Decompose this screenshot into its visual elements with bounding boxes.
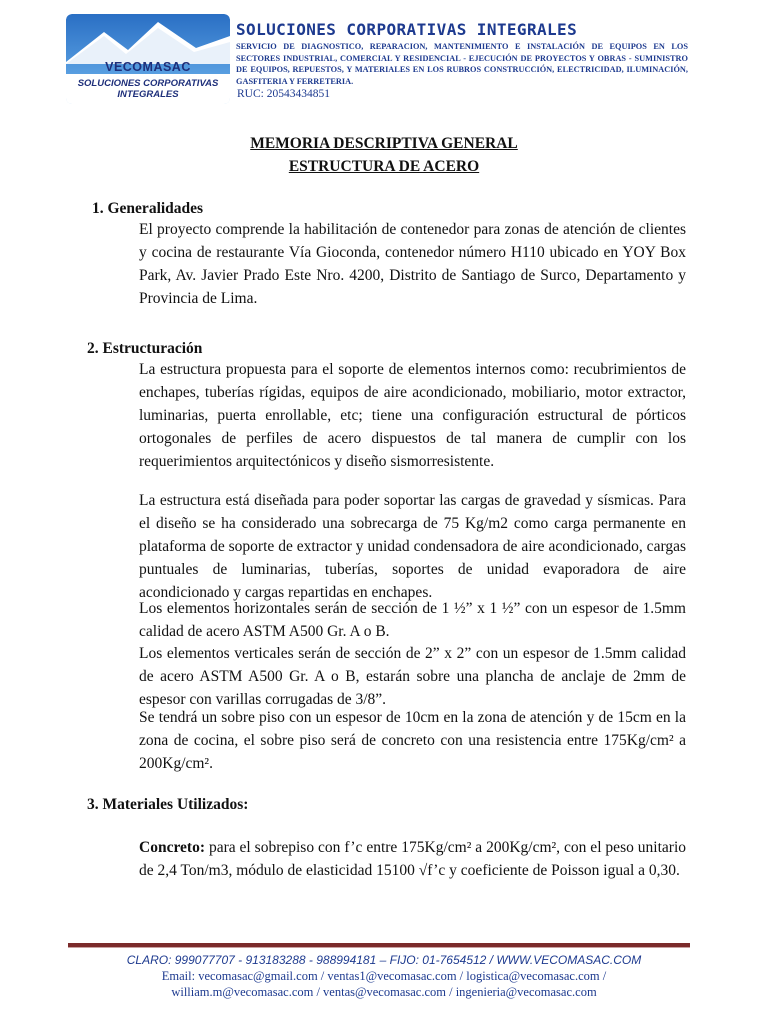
section-paragraph: La estructura está diseñada para poder soportar las cargas de gravedad y sísmicas. Para el diseño se ha considerado una sobrecarga de 75 Kg/m2 como carga permanente en plataforma de soporte de extractor y unidad condensadora de aire acondicionado, cargas puntuales de luminarias, tuberías, soportes de unidad evaporadora de aire acondicionado y cargas repartidas en enchapes.	[139, 492, 686, 601]
section-heading-estructuracion: 2. Estructuración	[87, 340, 203, 357]
logo-subtitle-line-2: INTEGRALES	[117, 89, 179, 100]
section-heading-materiales: 3. Materiales Utilizados:	[87, 796, 249, 813]
section-paragraph: Los elementos horizontales serán de sección de 1 ½” x 1 ½” con un espesor de 1.5mm calidad de acero ASTM A500 Gr. A o B.	[139, 600, 686, 640]
section-paragraph: Se tendrá un sobre piso con un espesor de 10cm en la zona de atención y de 15cm en la zona de cocina, el sobre piso será de concreto con una resistencia entre 175Kg/cm² a 200Kg/cm².	[139, 709, 686, 772]
footer-divider	[68, 943, 690, 948]
footer-emails-2: william.m@vecomasac.com / ventas@vecomasac.com / ingenieria@vecomasac.com	[171, 985, 597, 999]
company-logo	[66, 14, 230, 104]
material-label-concreto: Concreto:	[139, 839, 205, 856]
section-paragraph: La estructura propuesta para el soporte de elementos internos como: recubrimientos de enchapes, tuberías rígidas, equipos de aire acondicionado, mobiliario, motor extractor, luminarias, puerta enrollable, etc; tiene una configuración estructural de pórticos ortogonales de perfiles de acero dispuestos de tal manera de cumplir con los requerimientos arquitectónicos y diseño sismorresistente.	[139, 361, 686, 470]
company-ruc: RUC: 20543434851	[237, 88, 330, 100]
company-description: SERVICIO DE DIAGNOSTICO, REPARACION, MANTENIMIENTO E INSTALACIÓN DE EQUIPOS EN LOS SECTORES INDUSTRIAL, COMERCIAL Y RESIDENCIAL - EJECUCIÓN DE PROYECTOS Y OBRAS - SUMINISTRO DE EQUIPOS, REPUESTOS, Y MATERIALES EN LOS RUBROS CONSTRUCCIÓN, ELECTRICIDAD, ILUMINACIÓN, GASFITERIA Y FERRETERIA.	[236, 42, 688, 86]
company-name: SOLUCIONES CORPORATIVAS INTEGRALES	[236, 20, 578, 39]
section-heading-generalidades: 1. Generalidades	[92, 200, 204, 217]
document-title: MEMORIA DESCRIPTIVA GENERAL	[250, 135, 518, 152]
footer-emails-1: Email: vecomasac@gmail.com / ventas1@vecomasac.com / logistica@vecomasac.com /	[161, 969, 607, 983]
material-description: para el sobrepiso con f’c entre 175Kg/cm² a 200Kg/cm², con el peso unitario de 2,4 Ton/m3, módulo de elasticidad 15100 √f’c y coeficiente de Poisson igual a 0,30.	[139, 839, 686, 879]
materials-paragraph	[139, 836, 686, 882]
logo-subtitle-line-1: SOLUCIONES CORPORATIVAS	[77, 78, 219, 89]
footer-phones: CLARO: 999077707 - 913183288 - 988994181 – FIJO: 01-7654512 / WWW.VECOMASAC.COM	[126, 953, 642, 967]
section-paragraph: Los elementos verticales serán de sección de 2” x 2” con un espesor de 1.5mm calidad de acero ASTM A500 Gr. A o B, estarán sobre una plancha de anclaje de 2mm de espesor con varillas corrugadas de 3/8”.	[139, 645, 686, 708]
logo-subtitle	[66, 78, 230, 100]
section-paragraph: El proyecto comprende la habilitación de contenedor para zonas de atención de clientes y cocina de restaurante Vía Gioconda, contenedor número H110 ubicado en YOY Box Park, Av. Javier Prado Este Nro. 4200, Distrito de Santiago de Surco, Departamento y Provincia de Lima.	[139, 221, 686, 307]
document-subtitle: ESTRUCTURA DE ACERO	[288, 158, 480, 175]
logo-brand-text: VECOMASAC	[105, 60, 191, 74]
